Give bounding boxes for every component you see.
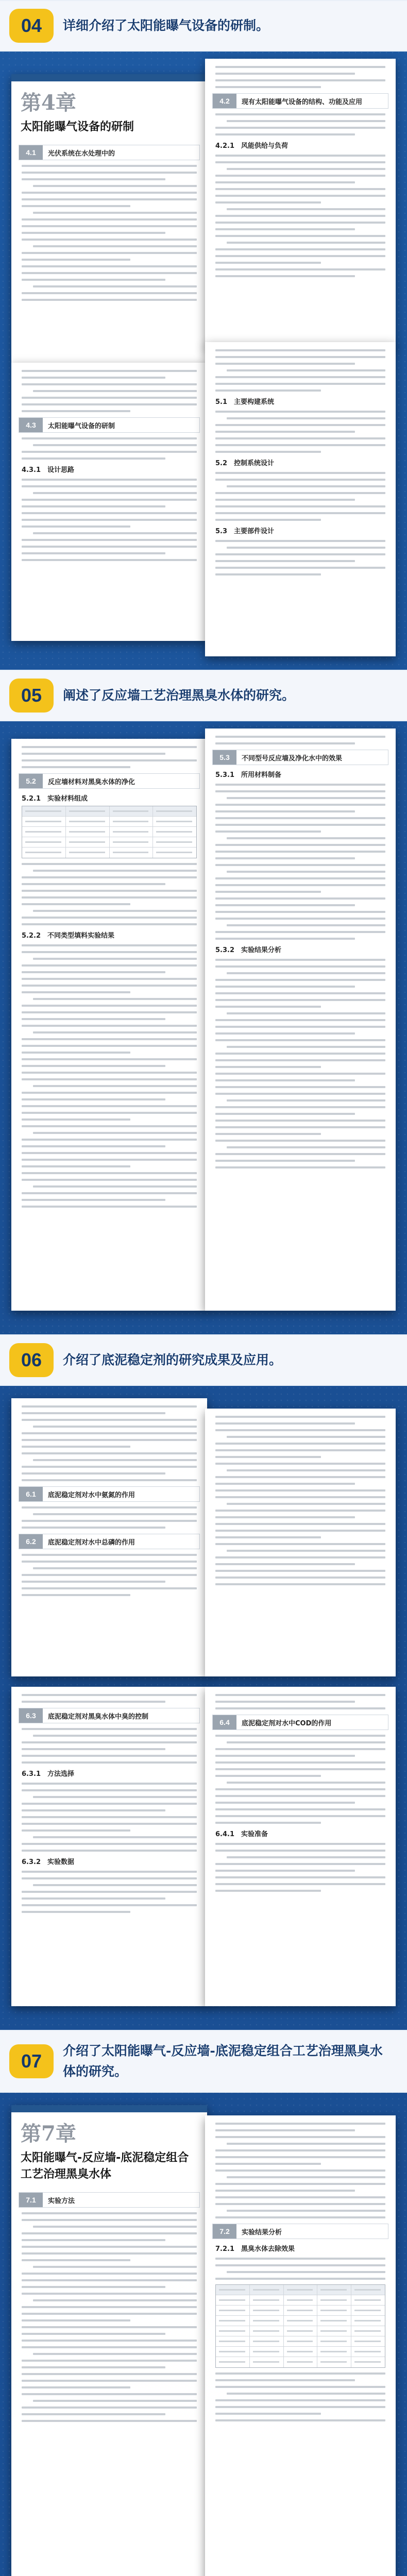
book-page xyxy=(11,2105,207,2576)
body-text xyxy=(215,113,385,135)
body-text xyxy=(22,944,197,1208)
chapter-title: 太阳能曝气设备的研制 xyxy=(21,121,134,133)
body-text xyxy=(215,411,385,453)
body-text xyxy=(215,2258,385,2280)
body-text xyxy=(22,370,197,412)
body-text xyxy=(215,1694,385,1709)
section-header-07 xyxy=(0,2030,407,2093)
body-text xyxy=(22,1871,197,1913)
body-text xyxy=(215,2123,385,2218)
body-text xyxy=(22,1405,197,1481)
subsection-heading: 4.3.1 设计思路 xyxy=(22,466,75,474)
section-header-06 xyxy=(0,1334,407,1386)
body-text xyxy=(22,1506,197,1529)
section-header-05 xyxy=(0,670,407,721)
body-text xyxy=(22,437,197,460)
section-header-04 xyxy=(0,0,407,52)
body-text xyxy=(215,155,385,277)
section-heading xyxy=(19,1708,200,1723)
section-heading-text: 反应墙材料对黑臭水体的净化 xyxy=(48,778,135,786)
body-text xyxy=(215,2372,385,2421)
section-heading xyxy=(19,2192,200,2208)
page-top-bar xyxy=(11,74,207,81)
section-heading-number: 4.1 xyxy=(19,145,43,160)
section-heading-number: 5.2 xyxy=(19,774,43,788)
section-heading xyxy=(212,93,388,109)
section-title: 介绍了太阳能曝气-反应墙-底泥稳定组合工艺治理黑臭水体的研究。 xyxy=(63,2043,383,2079)
book-page xyxy=(11,74,207,363)
book-page xyxy=(205,59,396,347)
body-text xyxy=(22,479,197,561)
subsection-heading: 5.3.2 实验结果分析 xyxy=(215,946,282,954)
section-body-07 xyxy=(0,2095,407,2576)
section-heading-number: 7.2 xyxy=(213,2224,236,2239)
body-text xyxy=(22,2212,197,2422)
subsection-heading: 7.2.1 黑臭水体去除效果 xyxy=(215,2245,295,2253)
section-number: 05 xyxy=(21,685,42,706)
body-text xyxy=(215,1735,385,1824)
body-text xyxy=(22,1694,197,1703)
subsection-heading: 5.2 控制系统设计 xyxy=(215,460,275,467)
body-text xyxy=(22,863,197,925)
section-number: 06 xyxy=(21,1349,42,1370)
section-heading xyxy=(19,145,200,160)
section-heading-text: 底泥稳定剂对黑臭水体中臭的控制 xyxy=(48,1713,149,1721)
book-page xyxy=(205,1409,396,1676)
book-page xyxy=(11,739,207,1311)
section-title: 详细介绍了太阳能曝气设备的研制。 xyxy=(63,18,269,33)
section-heading-number: 5.3 xyxy=(213,750,236,765)
section-number-badge xyxy=(9,2044,54,2078)
chapter-title: 太阳能曝气-反应墙-底泥稳定组合工艺治理黑臭水体 xyxy=(21,2151,189,2181)
section-body-04 xyxy=(0,54,407,670)
section-number: 07 xyxy=(21,2050,42,2072)
subsection-heading: 5.3.1 所用材料制备 xyxy=(215,771,282,779)
book-page xyxy=(11,1398,207,1676)
book-page xyxy=(205,342,396,656)
section-body-06 xyxy=(0,1388,407,2030)
section-heading-number: 6.3 xyxy=(19,1708,43,1723)
data-table xyxy=(22,806,197,858)
body-text xyxy=(22,1728,197,1764)
body-text xyxy=(215,349,385,392)
body-text xyxy=(215,959,385,1168)
section-heading-text: 太阳能曝气设备的研制 xyxy=(48,422,115,430)
section-heading-text: 底泥稳定剂对水中COD的作用 xyxy=(242,1719,332,1727)
book-page xyxy=(205,1687,396,2006)
section-number-badge xyxy=(9,9,54,43)
body-text xyxy=(215,66,385,88)
body-text xyxy=(22,1554,197,1596)
book-page xyxy=(11,363,207,641)
data-table xyxy=(215,2284,385,2368)
subsection-heading: 6.4.1 实验准备 xyxy=(215,1831,268,1838)
subsection-heading: 5.3 主要部件设计 xyxy=(215,528,275,535)
chapter-number: 第4章 xyxy=(21,91,76,115)
body-text xyxy=(215,1416,385,1585)
section-heading-text: 底泥稳定剂对水中氨氮的作用 xyxy=(48,1491,135,1499)
body-text xyxy=(22,746,197,768)
book-page xyxy=(205,728,396,1311)
section-title: 介绍了底泥稳定剂的研究成果及应用。 xyxy=(63,1352,282,1367)
chapter-number: 第7章 xyxy=(21,2122,76,2146)
section-heading-number: 4.2 xyxy=(213,94,236,108)
section-heading-text: 实验结果分析 xyxy=(242,2228,282,2236)
section-heading-number: 6.2 xyxy=(19,1534,43,1549)
section-heading xyxy=(19,1486,200,1502)
subsection-heading: 6.3.1 方法选择 xyxy=(22,1770,75,1778)
section-title: 阐述了反应墙工艺治理黑臭水体的研究。 xyxy=(63,688,295,703)
section-heading-text: 光伏系统在水处理中的 xyxy=(48,149,115,158)
subsection-heading: 5.2.1 实验材料组成 xyxy=(22,795,88,803)
section-heading xyxy=(19,773,200,789)
body-text xyxy=(215,736,385,744)
section-heading xyxy=(19,1534,200,1549)
section-heading-text: 底泥稳定剂对水中总磷的作用 xyxy=(48,1538,135,1547)
book-page xyxy=(11,1687,207,2006)
section-heading xyxy=(212,750,388,765)
section-heading-number: 4.3 xyxy=(19,418,43,432)
section-body-05 xyxy=(0,723,407,1334)
section-heading-text: 实验方法 xyxy=(48,2197,75,2205)
section-number-badge xyxy=(9,679,54,713)
subsection-heading: 6.3.2 实验数据 xyxy=(22,1858,75,1866)
body-text xyxy=(215,784,385,940)
section-number-badge xyxy=(9,1343,54,1377)
subsection-heading: 4.2.1 风能供给与负荷 xyxy=(215,142,289,150)
subsection-heading: 5.1 主要构建系统 xyxy=(215,398,275,406)
body-text xyxy=(215,540,385,575)
page-top-bar xyxy=(11,2105,207,2112)
body-text xyxy=(22,165,197,301)
body-text xyxy=(215,472,385,521)
section-heading xyxy=(212,2224,388,2239)
section-heading-text: 不同型号反应墙及净化水中的效果 xyxy=(242,754,343,762)
section-heading-number: 6.1 xyxy=(19,1487,43,1501)
subsection-heading: 5.2.2 不同类型填料实验结果 xyxy=(22,932,115,940)
section-heading-text: 现有太阳能曝气设备的结构、功能及应用 xyxy=(242,98,363,106)
body-text xyxy=(215,1843,385,1892)
body-text xyxy=(22,1783,197,1852)
section-number: 04 xyxy=(21,15,42,36)
section-heading xyxy=(212,1715,388,1730)
section-heading xyxy=(19,417,200,433)
book-page xyxy=(205,2115,396,2576)
section-heading-number: 7.1 xyxy=(19,2193,43,2207)
section-heading-number: 6.4 xyxy=(213,1715,236,1730)
